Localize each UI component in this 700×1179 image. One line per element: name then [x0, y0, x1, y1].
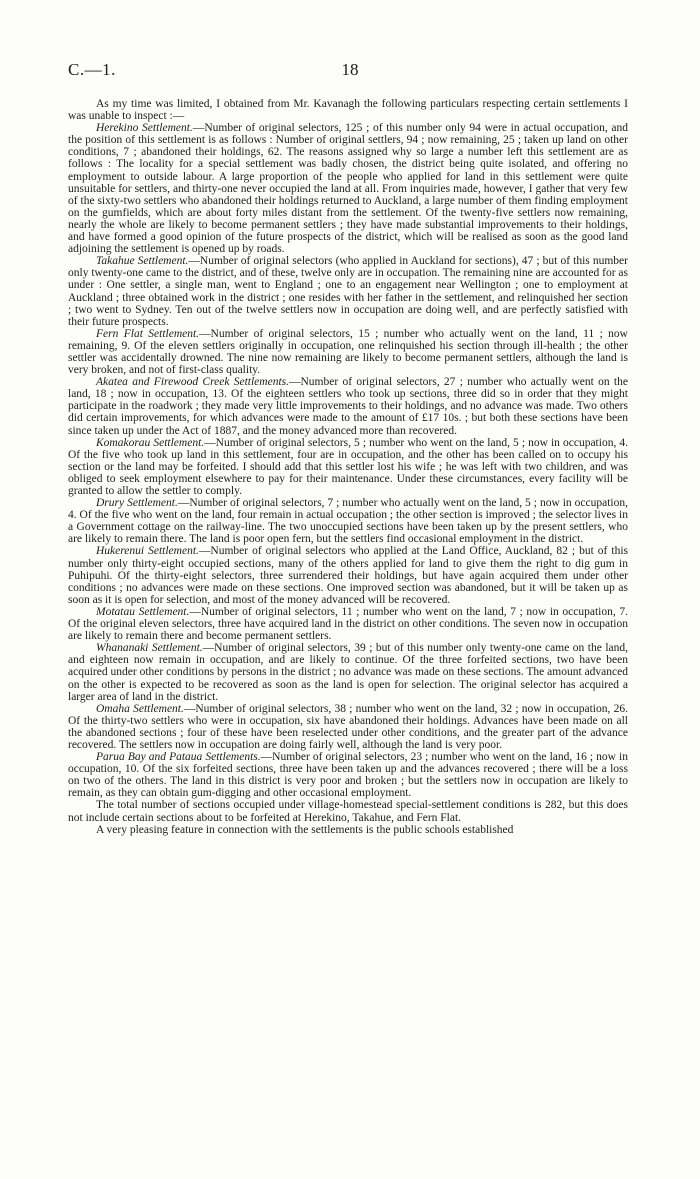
total-sections-paragraph: The total number of sections occupied under village-homestead special-settlement conditions is 282, but this does not include certain sections about to be forfeited at Herekino, Takahue, and Fern Flat.	[68, 799, 628, 824]
settlement-title: Drury Settlement.	[96, 497, 178, 510]
page-header	[68, 60, 632, 84]
whananaki-paragraph: Whananaki Settlement.—Number of original selectors, 39 ; but of this number only twenty-one came on the land, and eighteen now remain in occupation, and are likely to continue. Of the three forfeited sections, two have been acquired under other conditions by persons in the district ; no advance was made on these sections. The amount advanced on the other is expected to be recovered as soon as the land is open for selection. The original selector has acquired a larger area of land in the district.	[68, 642, 629, 703]
settlement-title: Fern Flat Settlement.	[96, 327, 200, 340]
settlement-title: Parua Bay and Pataua Settlements.	[96, 751, 261, 764]
body-text	[68, 98, 628, 836]
herekino-paragraph: Herekino Settlement.—Number of original selectors, 125 ; of this number only 94 were in actual occupation, and the position of this settlement is as follows : Number of original settlers, 94 ; now remaining, 25 ; taken up land on other conditions, 7 ; abandoned their holdings, 62. The reasons assigned why so large a number left this settlement are as follows : The locality for a special settlement was badly chosen, the district being quite isolated, and offering no employment to outside labour. A large proportion of the people who applied for land in this settlement were quite unsuitable for settlers, and thirty-one never occupied the land at all. From inquiries made, however, I gather that very few of the sixty-two settlers who abandoned their holdings returned to Auckland, a large number of them finding employment on the gumfields, which are about forty miles distant from the settlement. Of the twenty-five settlers now remaining, nearly the whole are likely to become permanent settlers ; they have made substantial improvements to their holdings, and have formed a good opinion of the future prospects of the district, which will be realised as soon as the good land adjoining the settlement is opened up by roads.	[68, 122, 628, 256]
settlement-title: Motatau Settlement.	[96, 605, 190, 618]
schools-paragraph: A very pleasing feature in connection with the settlements is the public schools established	[96, 823, 514, 836]
settlement-title: Omaha Settlement.	[96, 702, 184, 715]
hukerenui-paragraph: Hukerenui Settlement.—Number of original selectors who applied at the Land Office, Auckland, 82 ; but of this number only thirty-eight occupied sections, many of the others applied for land to give them the right to dig gum in Puhipuhi. Of the thirty-eight selectors, three surrendered their holdings, but have again acquired them under other conditions ; no advances were made on these sections. One improved section was abandoned, but it will be taken up as soon as it is open for selection, and most of the money advanced will be recovered.	[68, 545, 629, 606]
drury-paragraph: Drury Settlement.—Number of original selectors, 7 ; number who actually went on the land, 5 ; now in occupation, 4. Of the five who went on the land, four remain in actual occupation ; the other section is improved ; the selector lives in a Government cottage on the railway-line. The two unoccupied sections have been taken up by the present settlers, who are likely to remain there. The land is poor open fern, but the settlers find occasional employment in the district.	[68, 497, 628, 546]
settlement-title: Herekino Settlement.	[96, 122, 193, 135]
motatau-paragraph: Motatau Settlement.—Number of original selectors, 11 ; number who went on the land, 7 ; now in occupation, 7. Of the original eleven selectors, three have acquired land in the district on other conditions. The seven now in occupation are likely to remain there and become permanent settlers.	[68, 605, 628, 643]
settlement-title: Hukerenui Settlement.	[96, 545, 199, 558]
settlement-title: Komakorau Settlement.	[96, 436, 205, 449]
takahue-paragraph: Takahue Settlement.—Number of original selectors (who applied in Auckland for sections), 47 ; but of this number only twenty-one came to the district, and of these, twelve only are in occupation. The remaining nine are accounted for as under : One settler, a single man, went to England ; one to an engagement near Wellington ; one to employment at Auckland ; three obtained work in the district ; one resides with her father in the settlement, and relinquished her section ; two went to Sydney. Ten out of the twelve settlers now in occupation are doing well, and are perfectly satisfied with their future prospects.	[68, 255, 628, 328]
intro-paragraph: As my time was limited, I obtained from Mr. Kavanagh the following particulars respecting certain settlements I was unable to inspect :—	[68, 98, 628, 123]
komakorau-paragraph: Komakorau Settlement.—Number of original selectors, 5 ; number who went on the land, 5 ; now in occupation, 4. Of the five who took up land in this settlement, four are in occupation, and the other has been called on to occupy his section or the land may be forfeited. I should add that this settler lost his wife ; he was left with two children, and was obliged to seek employment elsewhere to pay for their maintenance. Under these circumstances, every facility will be granted to allow the settler to comply.	[68, 436, 629, 497]
settlement-title: Takahue Settlement.	[96, 255, 189, 268]
settlement-title: Whananaki Settlement.	[96, 642, 203, 655]
settlement-title: Akatea and Firewood Creek Settlements.	[96, 376, 289, 389]
omaha-paragraph: Omaha Settlement.—Number of original selectors, 38 ; number who went on the land, 32 ; now in occupation, 26. Of the thirty-two settlers who were in occupation, six have abandoned their holdings. Advances have been made on all the abandoned sections ; four of these have been reselected under other conditions, and the greater part of the advance recovered. The settlers now in occupation are doing fairly well, although the land is very poor.	[68, 702, 628, 751]
fern-flat-paragraph: Fern Flat Settlement.—Number of original selectors, 15 ; number who actually went on the land, 11 ; now remaining, 9. Of the eleven settlers originally in occupation, one relinquished his section through ill-health ; the other settler was accidentally drowned. The nine now remaining are likely to become permanent settlers, although the land is very broken, and not of first-class quality.	[68, 327, 628, 377]
page-number: 18	[341, 60, 359, 79]
document-reference: C.—1.	[68, 60, 116, 79]
parua-bay-paragraph: Parua Bay and Pataua Settlements.—Number of original selectors, 23 ; number who went on the land, 16 ; now in occupation, 10. Of the six forfeited sections, three have been taken up and the advances recovered ; there will be a loss on two of the others. The land in this district is very poor and broken ; but the settlers now in occupation are likely to remain, as they can obtain gum-digging and other occasional employment.	[68, 751, 628, 800]
akatea-paragraph: Akatea and Firewood Creek Settlements.—Number of original selectors, 27 ; number who actually went on the land, 18 ; now in occupation, 13. Of the eighteen settlers who took up sections, three did so in order that they might participate in the roadwork ; they made very little improvements to their holdings, and no advance was made. Two others did certain improvements, for which advances were made to the amount of £17 10s. ; but both these sections have been since taken up under the Act of 1887, and the money advanced more than recovered.	[68, 376, 628, 437]
